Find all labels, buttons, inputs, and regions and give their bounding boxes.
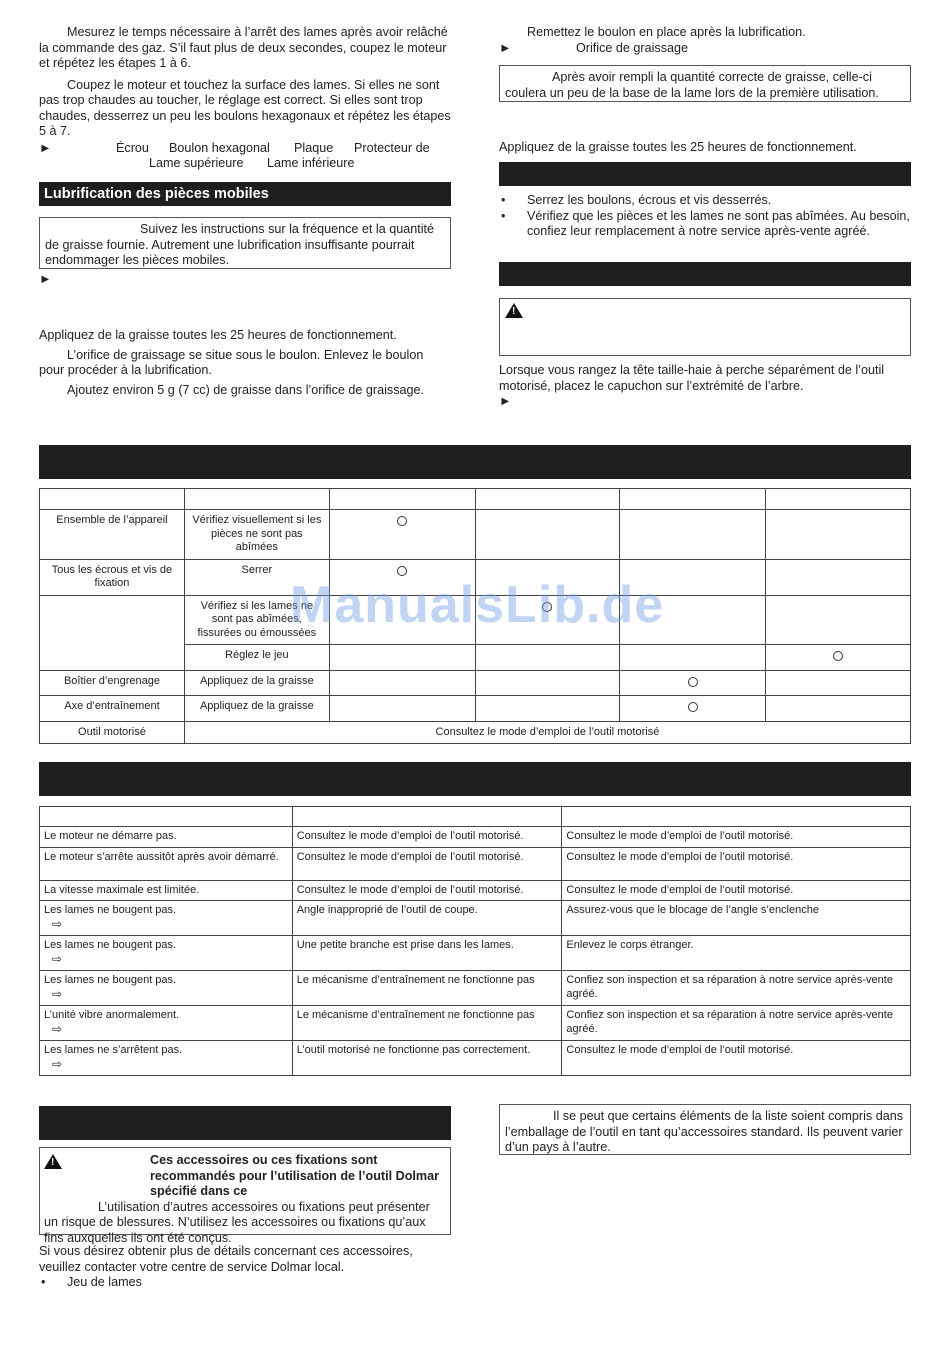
maint-item-cell: Ensemble de l’appareil bbox=[40, 510, 185, 560]
remedy-cell: Consultez le mode d’emploi de l’outil motorisé. bbox=[562, 1041, 911, 1076]
cause-cell: Angle inapproprié de l’outil de coupe. bbox=[292, 901, 562, 936]
left-column-top bbox=[39, 25, 451, 172]
maint-action-cell: Réglez le jeu bbox=[184, 645, 329, 671]
warning-body-text: L’utilisation d’autres accessoires ou fixations peut présenter un risque de blessures. N’utilisez les accessoires ou fixations qu’aux fins auxquelles ils ont été conçus. bbox=[44, 1199, 430, 1245]
header-cell bbox=[184, 489, 329, 510]
header-cell bbox=[329, 489, 475, 510]
list-item: • Jeu de lames bbox=[39, 1275, 451, 1291]
maint-mark-cell bbox=[475, 645, 620, 671]
table-row bbox=[40, 880, 911, 901]
maint-mark-cell bbox=[475, 510, 620, 560]
grease-hole-legend bbox=[499, 41, 911, 57]
accessories-warning-box bbox=[39, 1147, 451, 1245]
symptom-text: Les lames ne bougent pas. bbox=[44, 904, 177, 916]
remedy-cell: Consultez le mode d’emploi de l’outil motorisé. bbox=[562, 847, 911, 880]
remedy-cell: Consultez le mode d’emploi de l’outil motorisé. bbox=[562, 880, 911, 901]
maint-mark-cell bbox=[766, 645, 911, 671]
maint-action-cell: Serrer bbox=[184, 559, 329, 595]
maint-action-cell: Vérifiez visuellement si les pièces ne sont pas abîmées bbox=[184, 510, 329, 560]
symptom-cell bbox=[40, 971, 293, 1006]
check-circle-icon bbox=[397, 516, 407, 526]
table-row bbox=[40, 971, 911, 1006]
lub-hole-paragraph: L’orifice de graissage se situe sous le boulon. Enlevez le boulon pour procéder à la lubrification. bbox=[39, 347, 424, 377]
warning-icon: ! bbox=[505, 303, 523, 318]
warning-bold-text: Ces accessoires ou ces fixations sont recommandés pour l’utilisation de l’outil Dolmar spécifié dans ce bbox=[150, 1153, 439, 1198]
reference-arrow-icon: ⇨ bbox=[52, 986, 63, 1001]
lub-figure-arrow: ► bbox=[39, 272, 52, 286]
replace-bolt-paragraph: Remettez le boulon en place après la lubrification. bbox=[527, 25, 806, 39]
cause-cell: L’outil motorisé ne fonctionne pas correctement. bbox=[292, 1041, 562, 1076]
header-cell bbox=[562, 807, 911, 827]
figure-legend-line2 bbox=[39, 156, 451, 172]
table-row bbox=[40, 827, 911, 848]
maint-mark-cell bbox=[766, 559, 911, 595]
legend-item: Lame supérieure bbox=[149, 156, 244, 170]
legend-arrow: ► bbox=[39, 140, 52, 155]
symptom-cell bbox=[40, 936, 293, 971]
list-item: • Serrez les boulons, écrous et vis desserrés. bbox=[499, 193, 911, 209]
troubleshooting-table bbox=[39, 806, 911, 1076]
symptom-text: L’unité vibre anormalement. bbox=[44, 1009, 180, 1021]
table-row bbox=[40, 696, 911, 722]
legend-item: Plaque bbox=[294, 140, 334, 155]
legend-arrow: ► bbox=[499, 40, 512, 55]
maint-action-cell: Appliquez de la graisse bbox=[184, 670, 329, 696]
maint-mark-cell bbox=[620, 510, 766, 560]
table-row bbox=[40, 510, 911, 560]
maint-action-cell: Vérifiez si les lames ne sont pas abîmées, fissurées ou émoussées bbox=[184, 595, 329, 645]
table-header-row bbox=[40, 489, 911, 510]
storage-warning-box bbox=[499, 298, 911, 356]
section-title-lubrication: Lubrification des pièces mobiles bbox=[39, 182, 451, 206]
stop-time-paragraph: Mesurez le temps nécessaire à l’arrêt des lames après avoir relâché la commande des gaz. S’il faut plus de deux secondes, coupez le moteur et répétez les étapes 1 à 6. bbox=[39, 25, 448, 70]
section-bar-accessories bbox=[39, 1106, 451, 1140]
section-bar-inspection bbox=[499, 162, 911, 186]
table-row bbox=[40, 1041, 911, 1076]
maint-item-cell bbox=[40, 595, 185, 670]
lubrication-notice-box: Suivez les instructions sur la fréquence et la quantité de graisse fournie. Autrement une lubrification insuffisante pourrait endommager les pièces mobiles. bbox=[39, 217, 451, 269]
maint-mark-cell bbox=[475, 696, 620, 722]
check-circle-icon bbox=[688, 677, 698, 687]
maint-mark-cell bbox=[620, 696, 766, 722]
cause-cell: Consultez le mode d’emploi de l’outil motorisé. bbox=[292, 880, 562, 901]
grease-interval-paragraph: Appliquez de la graisse toutes les 25 heures de fonctionnement. bbox=[499, 140, 857, 154]
remedy-cell: Confiez son inspection et sa réparation à notre service après-vente agréé. bbox=[562, 1006, 911, 1041]
cause-cell: Le mécanisme d’entraînement ne fonctionne pas bbox=[292, 1006, 562, 1041]
maint-mark-cell bbox=[766, 510, 911, 560]
header-cell bbox=[40, 489, 185, 510]
maint-mark-cell bbox=[329, 510, 475, 560]
reference-arrow-icon: ⇨ bbox=[52, 916, 63, 931]
warning-icon: ! bbox=[44, 1154, 62, 1169]
legend-item: Écrou bbox=[116, 140, 149, 155]
maint-mark-cell bbox=[329, 670, 475, 696]
section-bar-troubleshooting bbox=[39, 762, 911, 796]
header-cell bbox=[620, 489, 766, 510]
legend-item: Orifice de graissage bbox=[576, 40, 688, 55]
blade-temp-paragraph: Coupez le moteur et touchez la surface des lames. Si elles ne sont pas trop chaudes au toucher, le réglage est correct. Si elles sont trop chaudes, desserrez un peu les boulons hexagonaux et répétez les étapes 5 à 7. bbox=[39, 77, 451, 138]
lub-amount-paragraph: Ajoutez environ 5 g (7 cc) de graisse dans l’orifice de graissage. bbox=[67, 382, 425, 397]
section-bar-storage bbox=[499, 262, 911, 286]
right-column-top bbox=[499, 25, 911, 56]
symptom-cell bbox=[40, 1006, 293, 1041]
header-cell bbox=[292, 807, 562, 827]
maint-mark-cell bbox=[329, 696, 475, 722]
storage-paragraph: Lorsque vous rangez la tête taille-haie à perche séparément de l’outil motorisé, placez le capuchon sur l’extrémité de l’arbre. bbox=[499, 363, 885, 393]
maint-item-cell: Tous les écrous et vis de fixation bbox=[40, 559, 185, 595]
remedy-cell: Confiez son inspection et sa réparation à notre service après-vente agréé. bbox=[562, 971, 911, 1006]
symptom-text: Les lames ne bougent pas. bbox=[44, 939, 177, 951]
accessories-list bbox=[39, 1275, 451, 1291]
table-row bbox=[40, 1006, 911, 1041]
maint-mark-cell bbox=[329, 645, 475, 671]
maint-item-cell: Axe d’entraînement bbox=[40, 696, 185, 722]
symptom-cell: Le moteur ne démarre pas. bbox=[40, 827, 293, 848]
table-row bbox=[40, 901, 911, 936]
symptom-cell: La vitesse maximale est limitée. bbox=[40, 880, 293, 901]
reference-arrow-icon: ⇨ bbox=[52, 1021, 63, 1036]
remedy-cell: Enlevez le corps étranger. bbox=[562, 936, 911, 971]
header-cell bbox=[766, 489, 911, 510]
remedy-cell: Consultez le mode d’emploi de l’outil motorisé. bbox=[562, 827, 911, 848]
legend-item: Protecteur de bbox=[354, 140, 430, 155]
storage-section bbox=[499, 363, 911, 410]
lub-interval-paragraph: Appliquez de la graisse toutes les 25 heures de fonctionnement. bbox=[39, 328, 397, 342]
maint-mark-cell bbox=[766, 696, 911, 722]
header-cell bbox=[475, 489, 620, 510]
reference-arrow-icon: ⇨ bbox=[52, 1056, 63, 1071]
check-circle-icon bbox=[833, 651, 843, 661]
maint-mark-cell bbox=[620, 670, 766, 696]
accessories-info bbox=[39, 1244, 451, 1291]
table-header-row bbox=[40, 807, 911, 827]
inspection-list bbox=[499, 193, 911, 240]
maint-mark-cell bbox=[766, 595, 911, 645]
figure-legend bbox=[39, 141, 451, 157]
symptom-cell bbox=[40, 1041, 293, 1076]
cause-cell: Consultez le mode d’emploi de l’outil motorisé. bbox=[292, 827, 562, 848]
maint-note-cell: Consultez le mode d’emploi de l’outil motorisé bbox=[184, 721, 910, 744]
maint-mark-cell bbox=[766, 670, 911, 696]
check-circle-icon bbox=[688, 702, 698, 712]
table-row bbox=[40, 847, 911, 880]
cause-cell: Consultez le mode d’emploi de l’outil motorisé. bbox=[292, 847, 562, 880]
check-circle-icon bbox=[397, 566, 407, 576]
legend-item: Boulon hexagonal bbox=[169, 140, 270, 155]
legend-item: Lame inférieure bbox=[267, 156, 355, 170]
lubrication-steps bbox=[39, 328, 451, 398]
storage-figure-arrow: ► bbox=[499, 394, 512, 408]
symptom-text: Les lames ne bougent pas. bbox=[44, 974, 177, 986]
list-item: • Vérifiez que les pièces et les lames ne sont pas abîmées. Au besoin, confiez leur remplacement à notre service après-vente agréé. bbox=[499, 209, 911, 240]
symptom-cell bbox=[40, 901, 293, 936]
maint-mark-cell bbox=[620, 645, 766, 671]
accessories-note-box: Il se peut que certains éléments de la liste soient compris dans l’emballage de l’outil en tant qu’accessoires standard. Ils peuvent varier d’un pays à l’autre. bbox=[499, 1104, 911, 1155]
grease-notice-box: Après avoir rempli la quantité correcte de graisse, celle-ci coulera un peu de la base de la lame lors de la première utilisation. bbox=[499, 65, 911, 102]
section-bar-maintenance bbox=[39, 445, 911, 479]
maint-action-cell: Appliquez de la graisse bbox=[184, 696, 329, 722]
cause-cell: Le mécanisme d’entraînement ne fonctionne pas bbox=[292, 971, 562, 1006]
symptom-text: Les lames ne s’arrêtent pas. bbox=[44, 1044, 183, 1056]
table-row bbox=[40, 670, 911, 696]
cause-cell: Une petite branche est prise dans les lames. bbox=[292, 936, 562, 971]
header-cell bbox=[40, 807, 293, 827]
symptom-cell: Le moteur s’arrête aussitôt après avoir démarré. bbox=[40, 847, 293, 880]
maint-item-cell: Outil motorisé bbox=[40, 721, 185, 744]
maint-item-cell: Boîtier d’engrenage bbox=[40, 670, 185, 696]
table-row bbox=[40, 721, 911, 744]
remedy-cell: Assurez-vous que le blocage de l’angle s’enclenche bbox=[562, 901, 911, 936]
table-row bbox=[40, 936, 911, 971]
accessories-paragraph: Si vous désirez obtenir plus de détails concernant ces accessoires, veuillez contacter votre centre de service Dolmar local. bbox=[39, 1244, 413, 1274]
reference-arrow-icon: ⇨ bbox=[52, 951, 63, 966]
watermark: ManualsLib.de bbox=[290, 576, 665, 634]
maint-mark-cell bbox=[475, 670, 620, 696]
